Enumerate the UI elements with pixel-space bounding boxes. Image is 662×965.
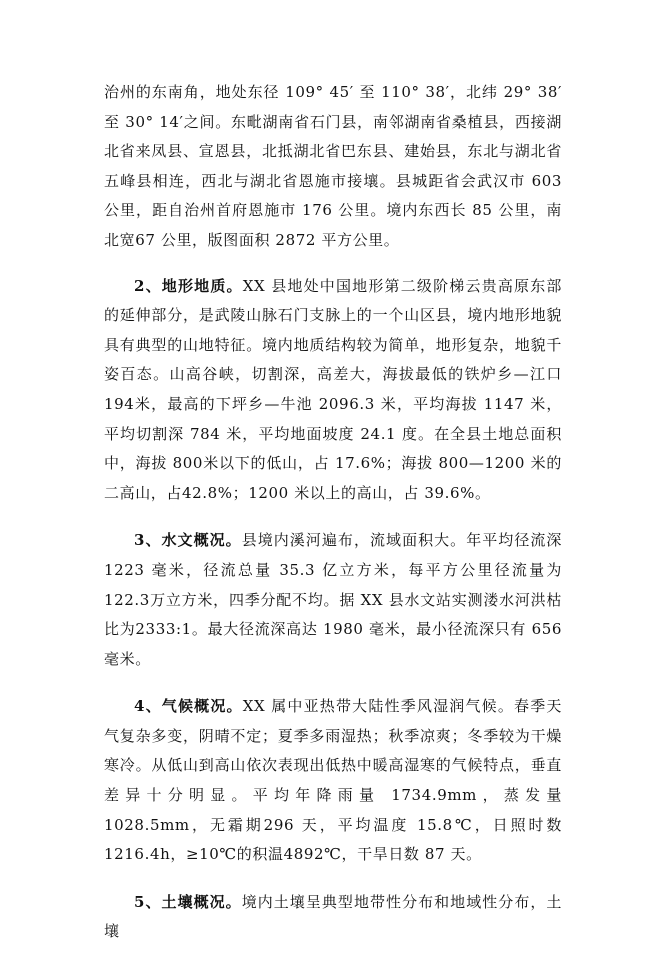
paragraph-text: XX 县地处中国地形第二级阶梯云贵高原东部的延伸部分，是武陵山脉石门支脉上的一个山区县，境内地形地貌具有典型的山地特征。境内地质结构较为简单，地形复杂，地貌千姿百态。山高谷峡，切割深，高差大，海拔最低的铁炉乡—江口 194米，最高的下坪乡—牛池 2096.3 米，平均海拔 1147 米，平均切割深 784 米，平均地面坡度 24.1 度。在全县土地总面积中，海拔 800米以下的低山，占 17.6%；海拔 800—1200 米的二高山，占42.8%；1200 米以上的高山，占 39.6%。 [104,276,562,502]
document-body [104,78,562,965]
paragraph-text: 治州的东南角，地处东径 109° 45′ 至 110° 38′，北纬 29° 38′至 30° 14′之间。东毗湖南省石门县，南邻湖南省桑植县，西接湖北省来凤县、宣恩县，北抵湖北省巴东县、建始县，东北与湖北省五峰县相连，西北与湖北省恩施市接壤。县城距省会武汉市 603 公里，距自治州首府恩施市 176 公里。境内东西长 85 公里，南北宽67 公里，版图面积 2872 平方公里。 [104,83,562,249]
paragraph-soil [104,888,562,947]
paragraph-hydrology [104,526,562,674]
paragraph-text: 境内土壤呈典型地带性分布和地域性分布，土壤 [104,892,562,941]
section-heading: 4、气候概况。 [134,697,243,716]
section-heading: 5、土壤概况。 [134,892,242,911]
section-heading: 3、水文概况。 [134,531,242,550]
paragraph-terrain [104,272,562,509]
paragraph-text: XX 属中亚热带大陆性季风湿润气候。春季天气复杂多变，阴晴不定；夏季多雨湿热；秋季凉爽；冬季较为干燥寒冷。从低山到高山依次表现出低热中暖高湿寒的气候特点，垂直差异十分明显。平均年降雨量 1734.9mm，蒸发量 1028.5mm，无霜期296 天，平均温度 15.8℃，日照时数 1216.4h，≥10℃的积温4892℃，干旱日数 87 天。 [104,697,562,864]
paragraph-location [104,78,562,256]
section-heading: 2、地形地质。 [134,276,243,295]
paragraph-text: 县境内溪河遍布，流域面积大。年平均径流深1223 毫米，径流总量 35.3 亿立方米，每平方公里径流量为 122.3万立方米，四季分配不均。据 XX 县水文站实测溇水河洪枯比为2333:1。最大径流深高达 1980 毫米，最小径流深只有 656 毫米。 [104,531,562,668]
paragraph-climate [104,692,562,870]
